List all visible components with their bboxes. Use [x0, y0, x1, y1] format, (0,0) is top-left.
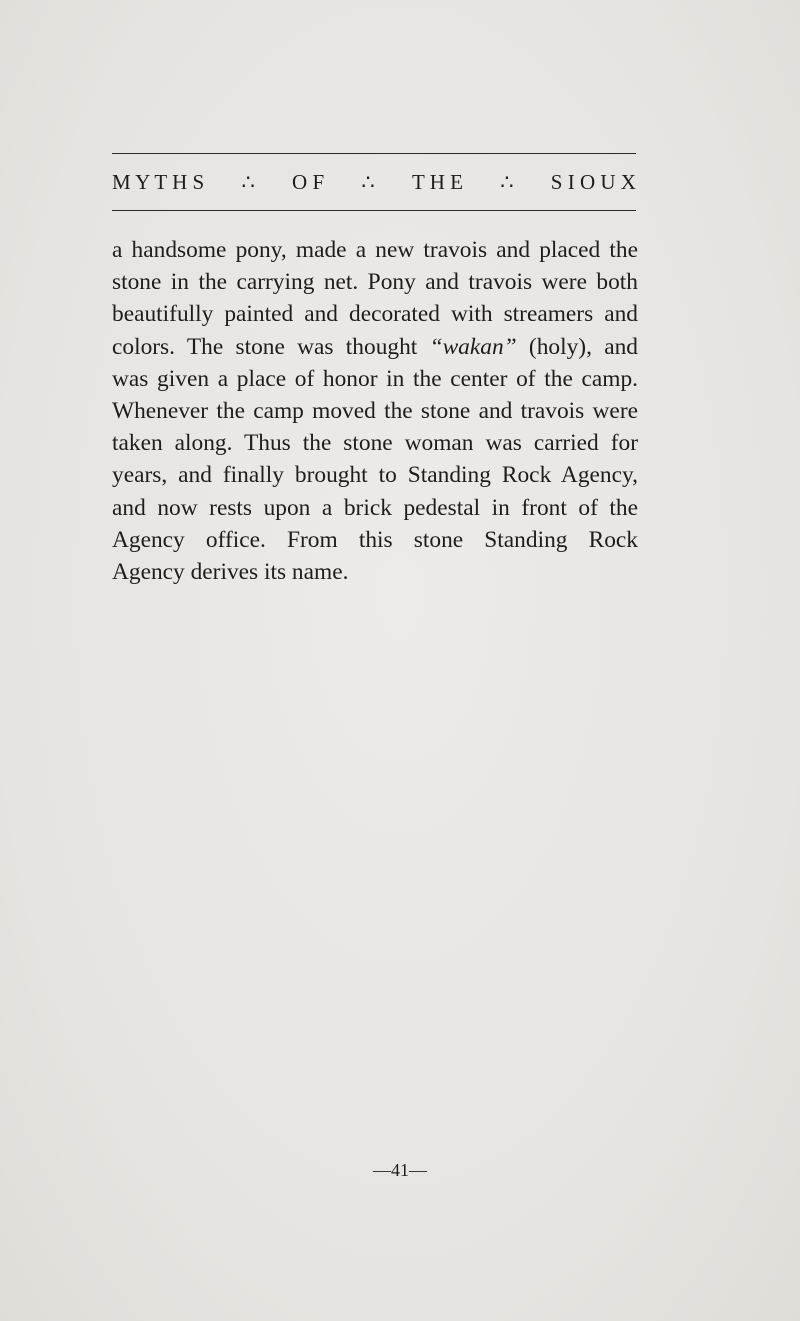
- italic-term: “wakan”: [429, 333, 517, 360]
- page-number: —41—: [373, 1160, 427, 1180]
- text-line: Whenever the camp moved the stone and travois were: [112, 397, 638, 424]
- text-line: years, and finally brought to Standing Rock Agency,: [112, 462, 638, 489]
- text-run: colors. The stone was thought: [112, 333, 430, 360]
- running-head-word: M Y T H S: [112, 170, 205, 194]
- running-head-word: O F: [292, 170, 325, 194]
- text-line: was given a place of honor in the center of the camp.: [112, 365, 638, 392]
- text-line: Agency office. From this stone Standing Rock: [112, 526, 638, 553]
- text-line: a handsome pony, made a new travois and placed the: [112, 237, 638, 263]
- header-rule-bottom: [112, 210, 636, 211]
- running-head-word: S I O U X: [550, 170, 636, 194]
- text-line: [112, 331, 638, 363]
- header-rule-top: [112, 153, 636, 154]
- running-head-word: T H E: [412, 170, 463, 194]
- running-head: [112, 167, 636, 197]
- body-paragraph: [112, 234, 638, 588]
- text-line: beautifully painted and decorated with streamers and: [112, 301, 638, 328]
- text-line: Agency derives its name.: [112, 558, 349, 585]
- text-run: (holy), and: [516, 333, 638, 360]
- text-line: stone in the carrying net. Pony and travois were both: [112, 269, 638, 296]
- running-head-separator: ∴: [361, 170, 375, 194]
- running-head-separator: ∴: [241, 170, 255, 194]
- text-line: and now rests upon a brick pedestal in front of the: [112, 494, 638, 521]
- running-head-separator: ∴: [500, 170, 514, 194]
- text-line: taken along. Thus the stone woman was carried for: [112, 430, 638, 457]
